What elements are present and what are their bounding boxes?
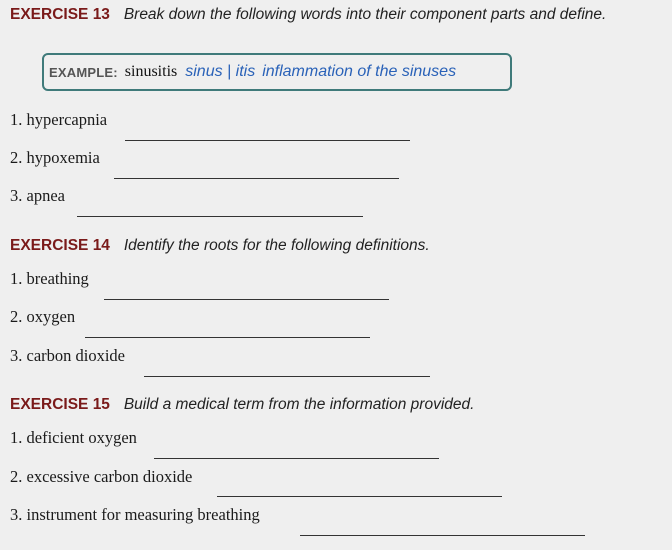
- example-definition: inflammation of the sinuses: [262, 63, 457, 80]
- exercise-14-instruction: Identify the roots for the following definitions.: [123, 237, 430, 254]
- exercise-14-header: [10, 237, 430, 255]
- exercise-14-item-3: 3. carbon dioxide: [10, 346, 126, 365]
- exercise-14-item-1: 1. breathing: [10, 269, 89, 288]
- example-box: [42, 53, 512, 91]
- example-word: sinusitis: [124, 63, 178, 80]
- exercise-15-answer-line-2[interactable]: [217, 496, 502, 497]
- exercise-15-item-1: 1. deficient oxygen: [10, 428, 137, 447]
- exercise-13-label: EXERCISE 13: [10, 6, 110, 23]
- exercise-14-answer-line-2[interactable]: [85, 337, 370, 338]
- exercise-15-answer-line-3[interactable]: [300, 535, 585, 536]
- exercise-13-header: [10, 6, 606, 24]
- exercise-13-item-3: 3. apnea: [10, 186, 65, 205]
- exercise-14-label: EXERCISE 14: [10, 237, 110, 254]
- exercise-15-label: EXERCISE 15: [10, 396, 110, 413]
- exercise-13-answer-line-1[interactable]: [125, 140, 410, 141]
- exercise-13-instruction: Break down the following words into their component parts and define.: [123, 6, 607, 23]
- exercise-15-item-3: 3. instrument for measuring breathing: [10, 505, 260, 524]
- exercise-13-item-2: 2. hypoxemia: [10, 148, 100, 167]
- example-label: EXAMPLE:: [49, 64, 118, 80]
- exercise-13-item-1: 1. hypercapnia: [10, 110, 108, 129]
- exercise-13-answer-line-3[interactable]: [77, 216, 363, 217]
- exercise-15-item-2: 2. excessive carbon dioxide: [10, 467, 193, 486]
- exercise-14-answer-line-1[interactable]: [104, 299, 389, 300]
- exercise-15-instruction: Build a medical term from the information provided.: [123, 396, 475, 413]
- exercise-15-answer-line-1[interactable]: [154, 458, 439, 459]
- exercise-13-answer-line-2[interactable]: [114, 178, 399, 179]
- example-parts: sinus | itis: [185, 63, 256, 80]
- exercise-14-item-2: 2. oxygen: [10, 307, 76, 326]
- exercise-14-answer-line-3[interactable]: [144, 376, 430, 377]
- exercise-15-header: [10, 396, 474, 414]
